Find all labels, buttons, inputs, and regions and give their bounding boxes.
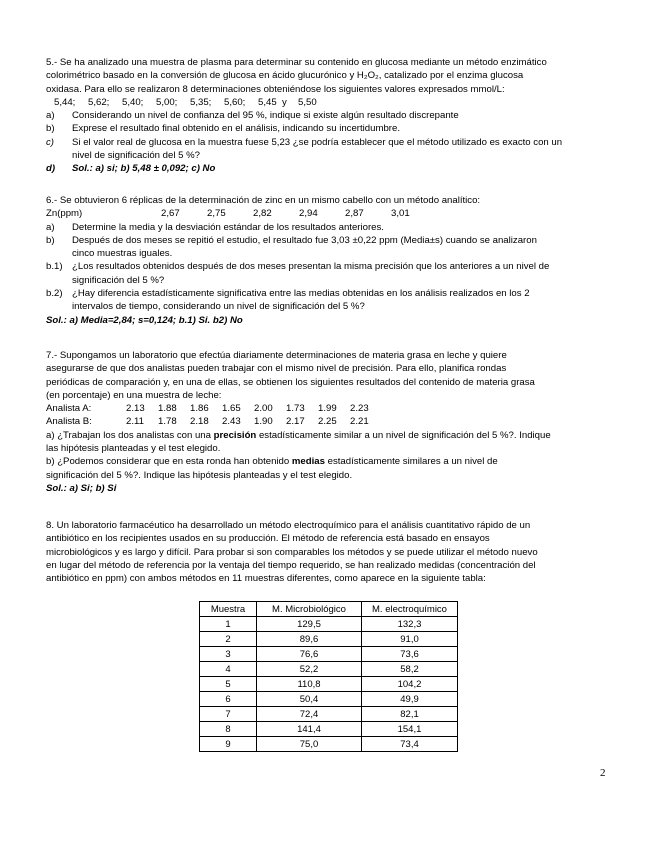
value: 5,50	[298, 96, 317, 108]
table-cell: 91,0	[362, 632, 458, 647]
table-row	[200, 617, 458, 632]
table-cell: 1	[200, 617, 257, 632]
value: 5,35;	[190, 96, 212, 108]
table-cell: 8	[200, 722, 257, 737]
problem-8-line-5: antibiótico en ppm) con ambos métodos en 11 muestras diferentes, como aparece en la siguiente tabla:	[46, 573, 486, 585]
item-text: Después de dos meses se repitió el estudio, el resultado fue 3,03 ±0,22 ppm (Media±s) cuando se analizaron	[72, 234, 537, 246]
value: 2.11	[126, 416, 144, 428]
table-row	[200, 632, 458, 647]
table-header-row	[200, 602, 458, 617]
problem-8-line-2: antibiótico en los recipientes usados en su producción. El método de referencia está basado en ensayos	[46, 533, 490, 545]
column-header: M. Microbiológico	[257, 602, 362, 617]
value: 1.78	[158, 416, 177, 428]
value: 1.90	[254, 416, 273, 428]
value: 5,00;	[156, 96, 178, 108]
item-label: d)	[46, 163, 56, 175]
problem-6-solution: Sol.: a) Media=2,84; s=0,124; b.1) Si. b2) No	[46, 314, 243, 326]
problem-7-line-2: asegurarse de que dos analistas pueden trabajar con el mismo nivel de precisión. Para ello, planifica rondas	[46, 363, 507, 375]
value: 2.00	[254, 403, 273, 415]
problem-8-line-3: microbiológicos y es largo y difícil. Para probar si son comparables los métodos y se puede utilizar el método nuevo	[46, 546, 538, 558]
problem-5-item-b	[46, 122, 610, 135]
value: 1.88	[158, 403, 177, 415]
value: 2.17	[286, 416, 305, 428]
item-text: ¿Los resultados obtenidos después de dos meses presentan la misma precisión que los anteriores a un nivel de	[72, 261, 550, 273]
table-cell: 5	[200, 677, 257, 692]
item-label: b.2)	[46, 288, 63, 300]
problem-7	[46, 349, 610, 495]
table-cell: 9	[200, 737, 257, 752]
problem-5-values	[46, 96, 610, 109]
value: 5,44;	[54, 96, 76, 108]
item-label: a)	[46, 221, 55, 233]
value: 2,87	[345, 208, 364, 220]
problem-7-item-a-cont: las hipótesis planteadas y el test elegido.	[46, 443, 221, 455]
analista-a-row	[46, 402, 610, 415]
problem-7-line-1: 7.- Supongamos un laboratorio que efectúa diariamente determinaciones de materia grasa en leche y quiere	[46, 350, 507, 361]
value: 1.99	[318, 403, 337, 415]
zn-label: Zn(ppm)	[46, 208, 83, 220]
analista-label: Analista A:	[46, 403, 92, 415]
table-row	[200, 677, 458, 692]
table-cell: 132,3	[362, 617, 458, 632]
table-cell: 154,1	[362, 722, 458, 737]
item-text: b) ¿Podemos considerar que en esta ronda han obtenido	[46, 456, 292, 468]
page-number: 2	[600, 767, 606, 779]
value: 2.43	[222, 416, 241, 428]
table-cell: 82,1	[362, 707, 458, 722]
antibiotic-data-table	[199, 601, 458, 752]
value: 5,45	[258, 96, 277, 108]
problem-8-line-1: 8. Un laboratorio farmacéutico ha desarrollado un método electroquímico para el análisis cuantitativo rápido de un	[46, 520, 531, 531]
analista-b-row	[46, 415, 610, 428]
item-text: significación del 5 %?	[72, 274, 165, 286]
item-text: estadísticamente similar a un nivel de significación del 5 %?. Indique	[256, 429, 551, 441]
problem-6-item-b1-cont	[46, 274, 610, 287]
problem-6	[46, 194, 610, 327]
table-cell: 6	[200, 692, 257, 707]
item-text: Si el valor real de glucosa en la muestra fuese 5,23 ¿se podría establecer que el método utilizado es exacto con un	[72, 136, 563, 148]
value: 2.23	[350, 403, 369, 415]
table-row	[200, 647, 458, 662]
table-row	[200, 662, 458, 677]
problem-6-item-b2-cont	[46, 300, 610, 313]
item-label: c)	[46, 136, 54, 148]
problem-8	[46, 519, 610, 585]
item-label: b)	[46, 123, 55, 135]
table-cell: 4	[200, 662, 257, 677]
table-cell: 76,6	[257, 647, 362, 662]
problem-5-line-3: oxidasa. Para ello se realizaron 8 determinaciones obteniéndose los siguientes valores expresados mmol/L:	[46, 83, 505, 95]
problem-5	[46, 56, 610, 176]
value: 5,60;	[224, 96, 246, 108]
table-row	[200, 722, 458, 737]
table-cell: 75,0	[257, 737, 362, 752]
item-text: Considerando un nivel de confianza del 95 %, indique si existe algún resultado discrepante	[72, 110, 459, 122]
item-text: cinco muestras iguales.	[72, 248, 173, 260]
problem-6-item-b2	[46, 287, 610, 300]
value: 2.13	[126, 403, 145, 415]
item-text: Determine la media y la desviación estándar de los resultados anteriores.	[72, 221, 384, 233]
value: 3,01	[391, 208, 410, 220]
table-cell: 104,2	[362, 677, 458, 692]
problem-6-item-b-cont	[46, 247, 610, 260]
table-cell: 73,4	[362, 737, 458, 752]
problem-7-line-4: (en porcentaje) en una muestra de leche:	[46, 389, 222, 401]
problem-8-line-4: en lugar del método de referencia por la ventaja del tiempo requerido, se han realizado medidas (concentración del	[46, 559, 536, 571]
table-cell: 141,4	[257, 722, 362, 737]
problem-7-solution: Sol.: a) Si; b) Si	[46, 482, 117, 494]
problem-5-item-a	[46, 109, 610, 122]
problem-7-item-b-cont: significación del 5 %?. Indique las hipótesis planteadas y el test elegido.	[46, 469, 353, 481]
table-row	[200, 707, 458, 722]
problem-5-line-1: 5.- Se ha analizado una muestra de plasma para determinar su contenido en glucosa mediante un método enzimático	[46, 57, 547, 68]
value: 2,75	[207, 208, 226, 220]
value: 2,94	[299, 208, 318, 220]
item-text: estadísticamente similares a un nivel de	[324, 456, 498, 468]
item-label: b)	[46, 234, 55, 246]
table-cell: 3	[200, 647, 257, 662]
table-cell: 50,4	[257, 692, 362, 707]
table-cell: 2	[200, 632, 257, 647]
problem-6-item-b	[46, 234, 610, 247]
table-cell: 73,6	[362, 647, 458, 662]
column-header: M. electroquímico	[362, 602, 458, 617]
problem-6-intro: 6.- Se obtuvieron 6 réplicas de la determinación de zinc en un mismo cabello con un método analítico:	[46, 195, 481, 206]
item-text: a) ¿Trabajan los dos analistas con una	[46, 429, 214, 441]
problem-6-item-b1	[46, 260, 610, 273]
value: 1.65	[222, 403, 241, 415]
value: 5,62;	[88, 96, 110, 108]
value: 2,82	[253, 208, 272, 220]
value: 2.25	[318, 416, 337, 428]
value: 2,67	[161, 208, 180, 220]
problem-7-line-3: periódicas de comparación y, en una de ellas, se obtienen los siguientes resultados del contenido de materia grasa	[46, 376, 535, 388]
table-cell: 110,8	[257, 677, 362, 692]
value: 2.21	[350, 416, 369, 428]
item-label: b.1)	[46, 261, 63, 273]
table-row	[200, 692, 458, 707]
item-text: intervalos de tiempo, considerando un nivel de significación del 5 %?	[72, 301, 365, 313]
problem-5-item-c-cont	[46, 149, 610, 162]
value: 1.86	[190, 403, 209, 415]
analista-label: Analista B:	[46, 416, 92, 428]
table-cell: 58,2	[362, 662, 458, 677]
column-header: Muestra	[200, 602, 257, 617]
value: 5,40;	[122, 96, 144, 108]
table-cell: 72,4	[257, 707, 362, 722]
emphasis: medias	[291, 456, 325, 468]
table-cell: 129,5	[257, 617, 362, 632]
problem-6-item-a	[46, 221, 610, 234]
problem-5-solution	[46, 162, 610, 175]
item-label: a)	[46, 110, 55, 122]
solution-text: Sol.: a) si; b) 5,48 ± 0,092; c) No	[72, 163, 216, 175]
table-cell: 89,6	[257, 632, 362, 647]
table-cell: 52,2	[257, 662, 362, 677]
problem-7-item-b	[46, 455, 610, 468]
emphasis: precisión	[213, 429, 257, 441]
value: y	[282, 96, 287, 108]
value: 2.18	[190, 416, 209, 428]
table-cell: 49,9	[362, 692, 458, 707]
problem-5-item-c	[46, 136, 610, 149]
problem-5-line-2: colorimétrico basado en la conversión de glucosa en ácido glucurónico y H₂O₂, catalizado por el enzima glucosa	[46, 70, 524, 82]
item-text: ¿Hay diferencia estadísticamente significativa entre las medias obtenidas en los análisis realizados en los 2	[72, 288, 530, 300]
table-cell: 7	[200, 707, 257, 722]
problem-7-item-a	[46, 429, 610, 442]
problem-6-zinc-values	[46, 207, 610, 220]
table-row	[200, 737, 458, 752]
value: 1.73	[286, 403, 305, 415]
item-text: nivel de significación del 5 %?	[72, 150, 200, 162]
item-text: Exprese el resultado final obtenido en el análisis, indicando su incertidumbre.	[72, 123, 400, 135]
